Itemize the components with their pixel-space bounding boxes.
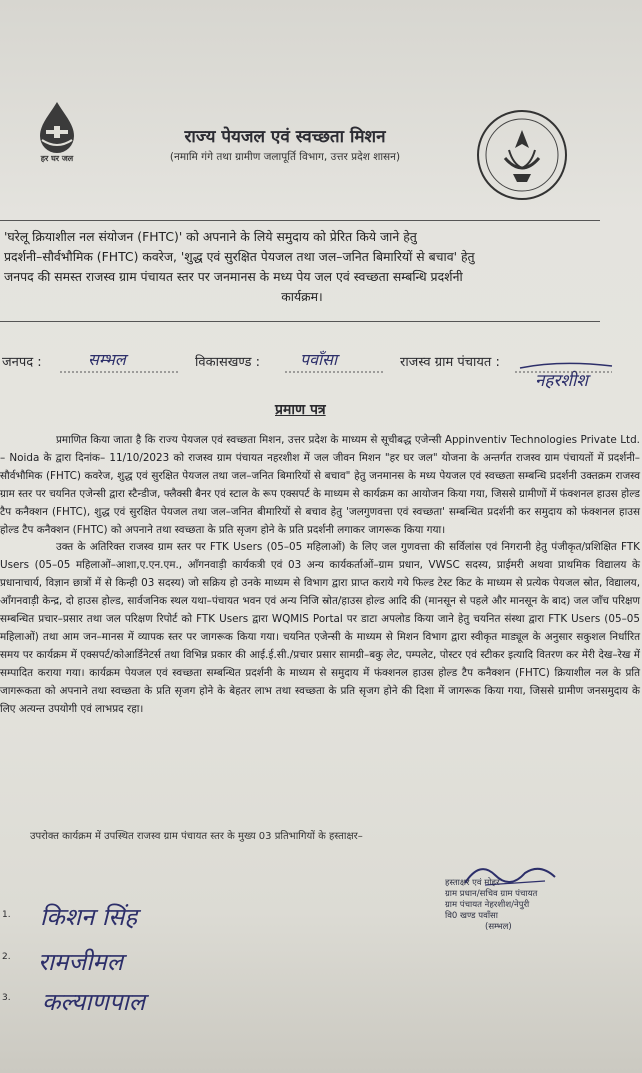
stamp-line-2: ग्राम प्रधान/सचिव ग्राम पंचायत: [445, 889, 538, 899]
stamp-line-3: ग्राम पंचायत नेहरशीश/नेपुरी: [445, 900, 530, 910]
sig-number-2: 2.: [2, 952, 11, 962]
sig-number-1: 1.: [2, 910, 11, 920]
programme-line-3: जनपद की समस्त राजस्व ग्राम पंचायत स्तर पर जनमानस के मध्य पेय जल एवं स्वच्छता सम्बन्धि प्रदर्शनी: [4, 269, 463, 284]
left-logo-text: हर घर जल: [40, 154, 74, 163]
stamp-line-4: वि0 खण्ड पवाँसा: [445, 911, 498, 921]
signatures-intro: उपरोक्त कार्यक्रम में उपस्थित राजस्व ग्राम पंचायत स्तर के मुख्य 03 प्रतिभागियों के हस्ताक्षर–: [30, 831, 363, 842]
signature-1: किशन सिंह: [40, 903, 138, 931]
water-drop-tap-icon: [22, 100, 92, 180]
paragraph-1: प्रमाणित किया जाता है कि राज्य पेयजल एवं स्वच्छता मिशन, उत्तर प्रदेश के माध्यम से सूचीबद्ध एजेन्सी Appinventiv Technologies Private Ltd. – Noida के द्वारा दिनांक– 11/10/2023 को राजस्व ग्राम पंचायत नहरशीश में जल जीवन मिशन "हर घर जल" योजना के अन्तर्गत राजस्व ग्राम पंचायतों में प्रदर्शनी–सौर्वभौमिक (FHTC) कवरेज, शुद्ध एवं सुरक्षित पेयजल तथा जल–जनित बिमारियों से बचाव" हेतु जनमानस के मध्य पेयजल एवं स्वच्छता सम्बन्धि प्रदर्शनी उक्तक्रम राजस्व ग्राम स्तर पर चयनित एजेन्सी द्वारा स्टैन्डीज, फ्लैक्सी बैनर एवं स्टाल के रूप एक्सपर्ट के माध्यम से कार्यक्रम का आयोजन किया गया, जिससे ग्रामीणों में फंक्शनल हाउस होल्ड टैप कनैक्शन (FHTC), शुद्ध एवं सुरक्षित पेयजल तथा जल–जनित बीमारियों से बचाव हेतु 'जलगुणवत्ता एवं स्वच्छता' सम्बन्धित प्रदर्शनी कर समुदाय को फंक्शनल हाउस होल्ड टैप कनैक्शन (FHTC) को अपनाने तथा स्वच्छता के प्रति सृजग होने के प्रति प्रदर्शनी लगाकर जागरूक किया गया।: [0, 434, 640, 536]
janpad-label: जनपद :: [2, 355, 42, 370]
signature-3: कल्याणपाल: [42, 988, 146, 1016]
field-underlines: [0, 360, 642, 380]
stamp-line-5: (सम्भल): [485, 922, 512, 932]
certificate-body: [0, 432, 640, 719]
vikaskhand-value: पवाँसा: [300, 350, 338, 369]
signature-2: रामजीमल: [38, 948, 124, 976]
programme-line-4: कार्यक्रम।: [281, 289, 323, 304]
programme-heading: [0, 220, 600, 322]
programme-line-2: प्रदर्शनी–सौर्वभौमिक (FHTC) कवरेज, 'शुद्ध एवं सुरक्षित पेयजल तथा जल–जनित बिमारियों से बचाव' हेतु: [4, 249, 475, 264]
gram-panchayat-label: राजस्व ग्राम पंचायत :: [400, 355, 500, 370]
sig-number-3: 3.: [2, 993, 11, 1003]
up-government-emblem-icon: [475, 108, 569, 202]
certificate-title: प्रमाण पत्र: [275, 402, 326, 418]
paragraph-2: उक्त के अतिरिक्त राजस्व ग्राम स्तर पर FTK Users (05–05 महिलाओं) के लिए जल गुणवत्ता की सर्विलांस एवं निगरानी हेतु पंजीकृत/प्रशिक्षित FTK Users (05–05 महिलाओं–आशा,ए.एन.एम., आँगनवाड़ी कार्यकत्री एवं 03 अन्य कार्यकर्ताओं–ग्राम प्रधान, VWSC सदस्य, प्राईमरी अथवा प्राथमिक विद्यालय के प्रधानाचार्य, विज्ञान छात्रों में से किन्ही 03 सदस्य) जो सक्रिय हो उनके माध्यम से विभाग द्वारा प्राप्त कराये गये फिल्ड टेस्ट किट के माध्यम से प्रत्येक पेयजल स्रोत, विद्यालय, आँगनवाड़ी केन्द्र, दो हाउस होल्ड, सार्वजनिक स्थल यथा–पंचायत भवन एवं अन्य निजि स्रोत/हाउस होल्ड आदि की (मानसून से पहले और मानसून के बाद) जल जाँच परिक्षण सम्बन्धित प्रचार–प्रसार तथा जल परिक्षण रिपोर्ट को FTK Users द्वारा WQMIS Portal पर डाटा अपलोड किया जाने हेतु चयनित संस्था द्वारा FTK Users (05–05 महिलाओं) तथा आम जन–मानस में व्यापक स्तर पर जागरूक किया गया। चयनित एजेन्सी के माध्यम से मिशन विभाग द्वारा स्वीकृत माड्यूल के अनुसार सकुशल निर्धारित समय पर कार्यक्रम में एक्सपर्ट/कोआर्डिनेटर्स तथा विभिन्न प्रकार की आई.ई.सी./प्रचार प्रसार सामग्री–बकु लेट, पम्पलेट, पोस्टर एवं स्टीकर इत्यादि वितरण कर मेरी देख–रेख में सम्पादित कराया गया। कार्यक्रम पेयजल एवं स्वच्छता सम्बन्धित प्रदर्शनी के माध्यम से समुदाय में फंक्शनल हाउस होल्ड टैप कनैक्शन (FHTC) क्रियाशील नल के प्रति जागरूकता को अपनाने तथा स्वच्छता के प्रति सृजग होने के बेहतर लाभ तथा स्वच्छता के प्रति सृजग होने की दिशा में जागरूक किया गया, जिससे ग्रामीण जनसमुदाय के लिए अत्यन्त उपयोगी एवं लाभप्रद रहा।: [0, 541, 640, 715]
mission-title: राज्य पेयजल एवं स्वच्छता मिशन: [184, 127, 386, 147]
mission-subtitle: (नमामि गंगे तथा ग्रामीण जलापूर्ति विभाग, उत्तर प्रदेश शासन): [169, 151, 401, 163]
stamp-line-1: हस्ताक्षर एवं मोहर: [445, 878, 500, 888]
janpad-value: सम्भल: [88, 350, 126, 369]
vikaskhand-label: विकासखण्ड :: [195, 355, 261, 370]
programme-line-1: 'घरेलू क्रियाशील नल संयोजन (FHTC)' को अपनाने के लिये समुदाय को प्रेरित किये जाने हेतु: [4, 229, 417, 244]
gram-panchayat-value: नहरशीश: [535, 371, 588, 391]
official-stamp: [445, 878, 595, 933]
